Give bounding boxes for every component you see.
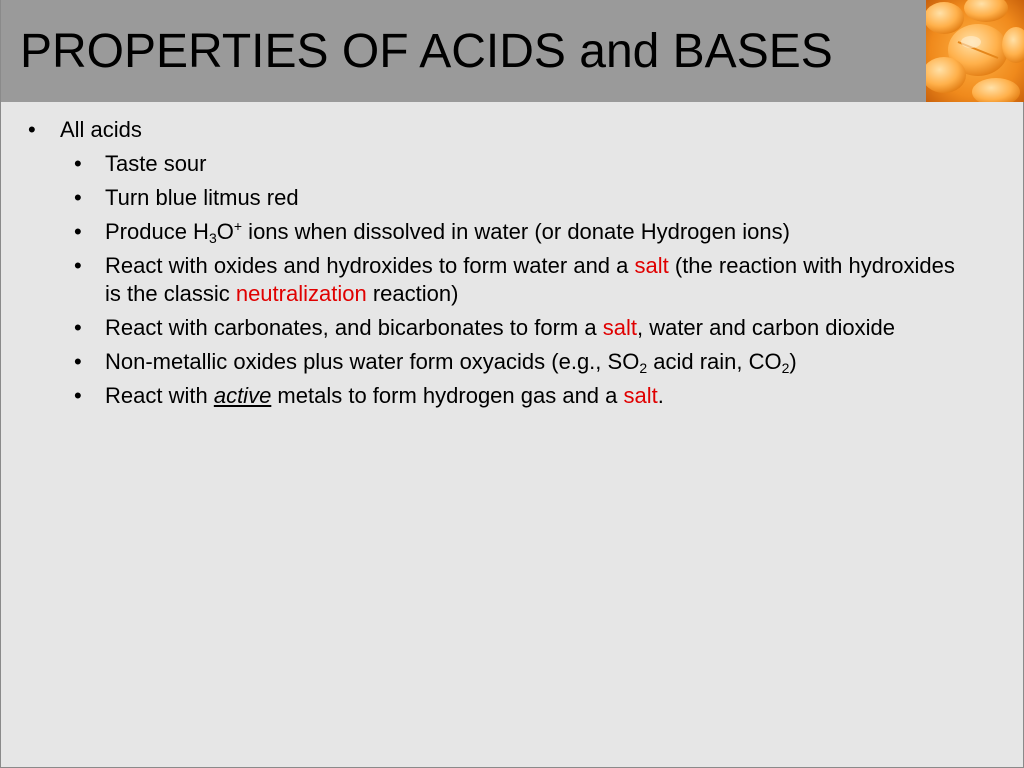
bullet-text-mid: acid rain, CO	[647, 349, 782, 374]
bullet-text-mid: O	[216, 219, 234, 244]
bullet-text-mid: (the reaction with hydroxides is the classic	[105, 253, 955, 306]
bullet-text-post: )	[789, 349, 797, 374]
highlight-salt: salt	[602, 315, 637, 340]
list-item	[1, 116, 1001, 410]
bullet-marker: •	[74, 151, 82, 176]
list-item	[60, 348, 975, 376]
bullet-marker: •	[74, 253, 82, 278]
bullet-list	[1, 116, 1001, 416]
bullet-marker: •	[74, 185, 82, 210]
highlight-salt: salt	[623, 383, 658, 408]
bullet-text: Taste sour	[105, 151, 207, 176]
superscript: +	[233, 218, 243, 234]
list-item	[60, 150, 975, 178]
list-item	[60, 314, 975, 342]
bullet-text-all-acids: All acids	[60, 117, 142, 142]
highlight-salt: salt	[634, 253, 669, 278]
bullet-marker: •	[28, 117, 36, 142]
bullet-marker: •	[74, 349, 82, 374]
list-item	[60, 218, 975, 246]
list-item	[60, 184, 975, 212]
bullet-text-pre: Non-metallic oxides plus water form oxyacids (e.g., SO	[105, 349, 640, 374]
subscript: 2	[781, 360, 790, 376]
bullet-text-pre: React with	[105, 383, 214, 408]
slide-title: PROPERTIES OF ACIDS and BASES	[20, 25, 833, 78]
bullet-text-pre: React with carbonates, and bicarbonates to form a	[105, 315, 603, 340]
bullet-text-post: reaction)	[366, 281, 459, 306]
orange-pills-icon	[926, 0, 1024, 102]
subscript: 3	[208, 230, 217, 246]
slide-body	[1, 102, 1024, 768]
title-bar	[1, 0, 1024, 102]
bullet-text-post: .	[657, 383, 664, 408]
emphasis-active: active	[213, 383, 272, 408]
bullet-text-pre: Produce H	[105, 219, 209, 244]
list-item	[60, 252, 975, 308]
bullet-marker: •	[74, 219, 82, 244]
bullet-marker: •	[74, 383, 82, 408]
subscript: 2	[639, 360, 648, 376]
highlight-neutralization: neutralization	[235, 281, 367, 306]
bullet-text: Turn blue litmus red	[105, 185, 299, 210]
orange-pills-image	[926, 0, 1024, 102]
bullet-text-pre: React with oxides and hydroxides to form water and a	[105, 253, 635, 278]
bullet-text-post: ions when dissolved in water (or donate Hydrogen ions)	[242, 219, 790, 244]
sub-bullet-list	[60, 150, 1001, 410]
list-item	[60, 382, 975, 410]
bullet-text-post: , water and carbon dioxide	[636, 315, 896, 340]
bullet-text-mid: metals to form hydrogen gas and a	[271, 383, 624, 408]
bullet-marker: •	[74, 315, 82, 340]
